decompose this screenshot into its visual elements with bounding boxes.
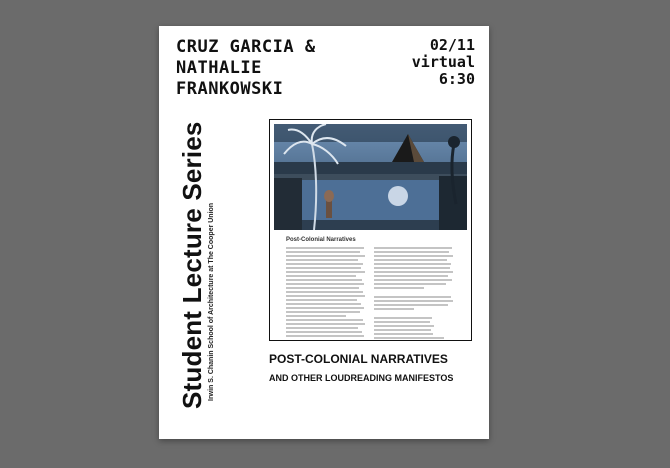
series-subtitle: Irwin S. Chanin School of Architecture at The Cooper Union [208,202,215,401]
article-frame [269,119,472,341]
event-subtitle: AND OTHER LOUDREADING MANIFESTOS [269,373,454,383]
event-title: POST-COLONIAL NARRATIVES [269,352,448,366]
event-time: 6:30 [438,70,475,88]
collage-image [274,124,467,230]
article-text-column-right [374,247,454,341]
article-text-column-left [286,247,366,339]
event-datetime [412,37,475,88]
event-mode: virtual [411,53,475,71]
speaker-line: CRUZ GARCIA & [176,37,316,57]
event-date: 02/11 [429,36,475,54]
speaker-line: FRANKOWSKI [176,79,284,99]
speaker-names [176,37,316,100]
series-vertical-block [177,113,229,409]
series-title: Student Lecture Series [177,121,207,409]
article-title: Post-Colonial Narratives [286,237,356,243]
speaker-line: NATHALIE [176,58,262,78]
lecture-poster [159,26,489,439]
